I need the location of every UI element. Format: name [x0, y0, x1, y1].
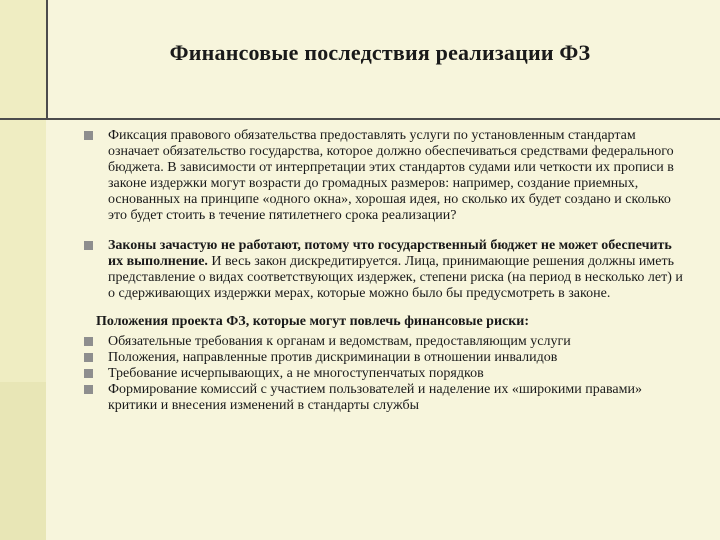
risks-subheading: Положения проекта ФЗ, которые могут повлечь финансовые риски:: [96, 314, 530, 329]
square-bullet-icon: [84, 337, 93, 346]
square-bullet-icon: [84, 131, 93, 140]
risk-item: [84, 334, 684, 350]
risk-text: Положения, направленные против дискриминации в отношении инвалидов: [108, 350, 558, 365]
paragraph-2-bold: Законы зачастую не работают, потому что государственный бюджет не может обеспечить их выполнение.: [108, 238, 672, 269]
slide-title: Финансовые последствия реализации ФЗ: [169, 40, 591, 65]
vertical-rule: [46, 0, 48, 118]
list-item: [84, 128, 684, 224]
risk-item: [84, 382, 684, 414]
square-bullet-icon: [84, 385, 93, 394]
risk-item: [84, 350, 684, 366]
risk-item: [84, 366, 684, 382]
risk-text: Требование исчерпывающих, а не многоступенчатых порядков: [108, 366, 484, 381]
square-bullet-icon: [84, 241, 93, 250]
square-bullet-icon: [84, 353, 93, 362]
slide-content: [84, 128, 684, 414]
paragraph-2: [108, 238, 684, 302]
square-bullet-icon: [84, 369, 93, 378]
risk-text: Обязательные требования к органам и ведомствам, предоставляющим услуги: [108, 334, 571, 349]
left-decor-band-lower: [0, 382, 46, 540]
paragraph-2-rest: И весь закон дискредитируется. Лица, принимающие решения должны иметь представление о видах соответствующих издержек, степени риска (на период в несколько лет) и о сдерживающих издержки мерах, которые можно было бы предусмотреть в законе.: [108, 254, 683, 301]
list-item: [84, 238, 684, 302]
risk-text: Формирование комиссий с участием пользователей и наделение их «широкими правами» критики и внесения изменений в стандарты службы: [108, 382, 642, 413]
paragraph-1: Фиксация правового обязательства предоставлять услуги по установленным стандартам означает обязательство государства, которое должно обеспечиваться средствами федерального бюджета. В зависимости от интерпретации этих стандартов судами или четкости их прописи в законе издержки могут возрасти до громадных размеров: например, создание приемных, основанных на принципе «одного окна», хорошая идея, но сколько их будет создано и сколько это будет стоить в течение пятилетнего срока реализации?: [108, 128, 674, 223]
horizontal-rule: [0, 118, 720, 120]
